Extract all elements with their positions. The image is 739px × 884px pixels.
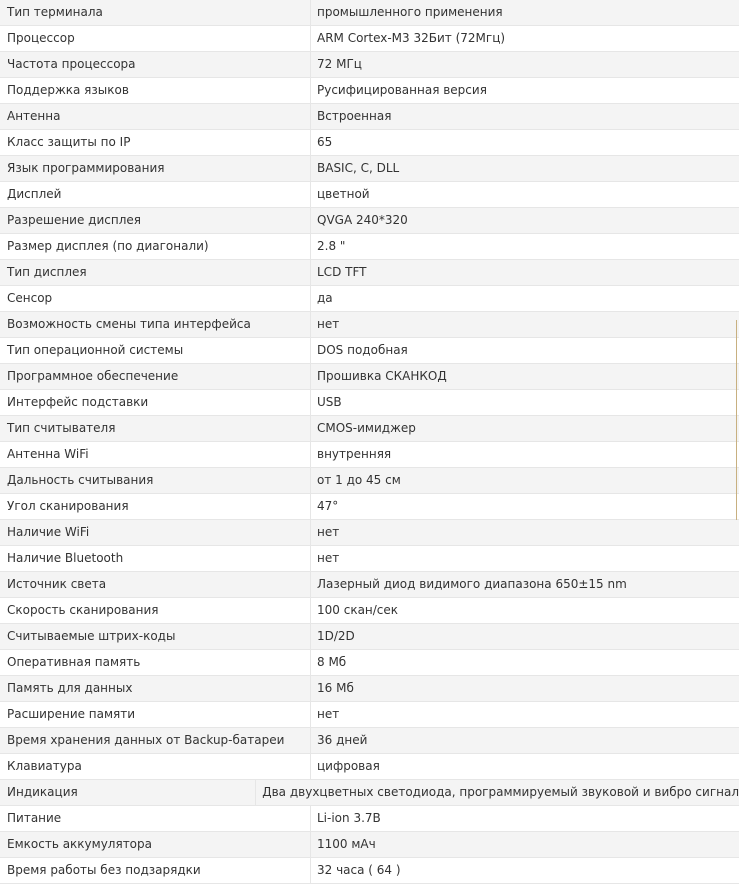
spec-row (0, 130, 739, 156)
spec-row (0, 494, 739, 520)
spec-label: Скорость сканирования (0, 598, 311, 623)
spec-value: CMOS-имиджер (317, 421, 416, 435)
spec-label: Класс защиты по IP (0, 130, 311, 155)
spec-row (0, 338, 739, 364)
spec-row (0, 572, 739, 598)
spec-row (0, 260, 739, 286)
spec-label: Клавиатура (0, 754, 311, 779)
spec-label: Программное обеспечение (0, 364, 311, 389)
spec-label: Оперативная память (0, 650, 311, 675)
spec-label: Язык программирования (0, 156, 311, 181)
spec-row (0, 364, 739, 390)
spec-value: 72 МГц (317, 57, 362, 71)
spec-value: нет (317, 525, 340, 539)
spec-label: Время работы без подзарядки (0, 858, 311, 883)
spec-label: Дальность считывания (0, 468, 311, 493)
spec-value: да (317, 291, 333, 305)
spec-value: 47° (317, 499, 339, 513)
spec-label: Тип дисплея (0, 260, 311, 285)
spec-value: 1D/2D (317, 629, 355, 643)
spec-row (0, 754, 739, 780)
spec-value: 16 Мб (317, 681, 354, 695)
spec-row (0, 286, 739, 312)
spec-label: Считываемые штрих-коды (0, 624, 311, 649)
spec-label: Частота процессора (0, 52, 311, 77)
spec-label: Тип считывателя (0, 416, 311, 441)
spec-value: USB (317, 395, 342, 409)
spec-label: Интерфейс подставки (0, 390, 311, 415)
spec-value: нет (317, 551, 340, 565)
spec-value: внутренняя (317, 447, 392, 461)
spec-row (0, 832, 739, 858)
spec-label: Питание (0, 806, 311, 831)
spec-value: QVGA 240*320 (317, 213, 408, 227)
spec-value: Лазерный диод видимого диапазона 650±15 nm (317, 577, 627, 591)
spec-row (0, 624, 739, 650)
spec-value: промышленного применения (317, 5, 503, 19)
spec-value: DOS подобная (317, 343, 408, 357)
spec-label: Наличие Bluetooth (0, 546, 311, 571)
spec-label: Возможность смены типа интерфейса (0, 312, 311, 337)
spec-label: Источник света (0, 572, 311, 597)
spec-row (0, 806, 739, 832)
spec-value: 8 Мб (317, 655, 347, 669)
spec-label: Емкость аккумулятора (0, 832, 311, 857)
spec-row (0, 858, 739, 884)
spec-row (0, 728, 739, 754)
spec-value: цифровая (317, 759, 380, 773)
spec-value: BASIC, C, DLL (317, 161, 400, 175)
spec-value: от 1 до 45 см (317, 473, 401, 487)
spec-row (0, 52, 739, 78)
spec-value: Прошивка СКАНКОД (317, 369, 447, 383)
spec-row (0, 520, 739, 546)
spec-row (0, 416, 739, 442)
spec-value: 1100 мАч (317, 837, 376, 851)
spec-value: нет (317, 707, 340, 721)
spec-value: 2.8 " (317, 239, 346, 253)
spec-row (0, 468, 739, 494)
spec-label: Размер дисплея (по диагонали) (0, 234, 311, 259)
spec-row (0, 442, 739, 468)
spec-row (0, 26, 739, 52)
spec-value: цветной (317, 187, 370, 201)
spec-row (0, 208, 739, 234)
spec-row (0, 182, 739, 208)
spec-value: 32 часа ( 64 ) (317, 863, 401, 877)
spec-label: Поддержка языков (0, 78, 311, 103)
spec-label: Индикация (0, 780, 256, 805)
spec-label: Память для данных (0, 676, 311, 701)
spec-label: Разрешение дисплея (0, 208, 311, 233)
spec-row (0, 390, 739, 416)
spec-row (0, 0, 739, 26)
spec-label: Тип операционной системы (0, 338, 311, 363)
spec-label: Процессор (0, 26, 311, 51)
spec-value: Li-ion 3.7В (317, 811, 381, 825)
spec-value: 100 скан/сек (317, 603, 399, 617)
spec-value: 65 (317, 135, 333, 149)
spec-value: нет (317, 317, 340, 331)
spec-row (0, 676, 739, 702)
spec-label: Дисплей (0, 182, 311, 207)
spec-label: Наличие WiFi (0, 520, 311, 545)
scroll-indicator[interactable] (736, 320, 737, 520)
spec-value: Встроенная (317, 109, 392, 123)
spec-row (0, 780, 739, 806)
spec-row (0, 702, 739, 728)
spec-row (0, 312, 739, 338)
spec-row (0, 546, 739, 572)
spec-label: Время хранения данных от Backup-батареи (0, 728, 311, 753)
spec-value: Два двухцветных светодиода, программируемый звуковой и вибро сигнал (262, 785, 739, 799)
spec-row (0, 598, 739, 624)
spec-row (0, 104, 739, 130)
spec-value: LCD TFT (317, 265, 367, 279)
spec-row (0, 234, 739, 260)
spec-label: Расширение памяти (0, 702, 311, 727)
spec-row (0, 78, 739, 104)
spec-value: 36 дней (317, 733, 368, 747)
spec-label: Тип терминала (0, 0, 311, 25)
spec-label: Антенна WiFi (0, 442, 311, 467)
spec-value: Русифицированная версия (317, 83, 487, 97)
spec-value: ARM Cortex-M3 32Бит (72Мгц) (317, 31, 506, 45)
spec-row (0, 156, 739, 182)
spec-label: Антенна (0, 104, 311, 129)
spec-row (0, 650, 739, 676)
spec-label: Сенсор (0, 286, 311, 311)
spec-label: Угол сканирования (0, 494, 311, 519)
